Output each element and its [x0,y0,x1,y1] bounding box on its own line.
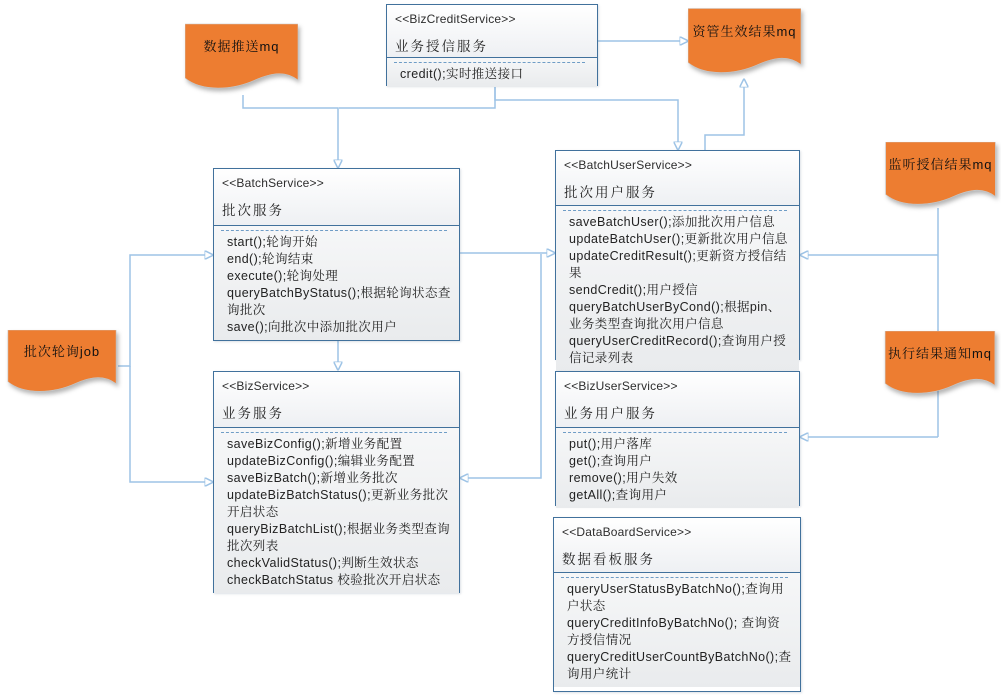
class-box-biz-service [213,371,460,593]
class-header [556,151,799,205]
method-item: updateBizBatchStatus();更新业务批次开启状态 [227,488,449,519]
class-method-list [214,427,459,593]
class-name: 业务授信服务 [395,39,488,54]
banner-batch-poll-job [5,330,119,397]
method-item: queryBatchUserByCond();根据pin、业务类型查询批次用户信息 [569,300,781,331]
method-item: queryCreditUserCountByBatchNo();查询用户统计 [567,650,792,681]
class-box-biz-user-service [555,371,800,506]
class-stereotype: <<BatchUserService>> [564,158,693,172]
method-item: queryBizBatchList();根据业务类型查询批次列表 [227,522,451,553]
class-method-list [214,225,459,340]
class-name: 批次用户服务 [564,185,657,200]
banner-label: 数据推送mq [203,38,280,54]
banner-label: 监听授信结果mq [888,156,993,172]
connector-batchuserservice-to-assetmq [705,87,744,150]
method-item: saveBizConfig();新增业务配置 [227,437,403,451]
class-stereotype: <<DataBoardService>> [562,525,692,539]
class-box-batch-user-service [555,150,800,365]
connector-bizcredit-to-batchservice-branch [339,86,495,108]
method-item: checkBatchStatus 校验批次开启状态 [227,573,441,587]
class-box-batch-service [213,168,460,341]
method-item: credit();实时推送接口 [400,67,524,81]
class-method-list [556,205,799,371]
method-item: execute();轮询处理 [227,269,339,283]
class-method-list [387,57,597,87]
class-name: 业务服务 [222,406,284,421]
class-header [556,372,799,427]
class-header [554,518,800,572]
connector-batchuserservice-to-bizservice [468,254,541,478]
method-item: queryUserCreditRecord();查询用户授信记录列表 [569,334,787,365]
banner-label: 执行结果通知mq [887,345,993,361]
class-box-data-board-service [553,517,801,692]
method-item: remove();用户失效 [569,471,678,485]
class-header [387,5,597,57]
method-item: put();用户落库 [569,437,653,451]
banner-exec-result-notify-mq [882,331,998,399]
class-stereotype: <<BizUserService>> [564,379,678,393]
method-item: checkValidStatus();判断生效状态 [227,556,419,570]
banner-data-push-mq [185,23,298,95]
class-stereotype: <<BizService>> [222,379,310,393]
method-item: updateBizConfig();编辑业务配置 [227,454,416,468]
class-name: 数据看板服务 [562,552,655,567]
class-method-list [554,572,800,687]
banner-label: 资管生效结果mq [692,23,797,39]
method-item: updateBatchUser();更新批次用户信息 [569,232,788,246]
banner-label: 批次轮询job [23,344,101,360]
class-stereotype: <<BizCreditService>> [395,12,516,26]
class-box-biz-credit-service [386,4,598,86]
method-item: queryUserStatusByBatchNo();查询用户状态 [567,582,784,613]
class-header [214,169,459,225]
method-item: get();查询用户 [569,454,653,468]
class-method-list [556,427,799,508]
method-item: start();轮询开始 [227,235,318,249]
method-item: saveBatchUser();添加批次用户信息 [569,215,776,229]
banner-asset-effect-result-mq [688,8,801,79]
connector-polljob-to-batchservice [118,255,205,366]
class-name: 业务用户服务 [564,406,657,421]
method-item: queryCreditInfoByBatchNo(); 查询资方授信情况 [567,616,781,647]
method-item: updateCreditResult();更新资方授信结果 [569,249,787,280]
connector-bizcredit-to-batchuserservice [495,86,678,142]
method-item: save();向批次中添加批次用户 [227,320,398,334]
connector-polljob-to-bizservice [130,366,205,482]
method-item: end();轮询结束 [227,252,314,266]
method-item: queryBatchByStatus();根据轮询状态查询批次 [227,286,451,317]
method-item: saveBizBatch();新增业务批次 [227,471,398,485]
method-item: sendCredit();用户授信 [569,283,699,297]
connector-datapush-to-batchservice [243,95,338,160]
banner-listen-credit-result-mq [883,142,998,210]
class-name: 批次服务 [222,203,284,218]
class-header [214,372,459,427]
class-stereotype: <<BatchService>> [222,176,324,190]
method-item: getAll();查询用户 [569,488,668,502]
